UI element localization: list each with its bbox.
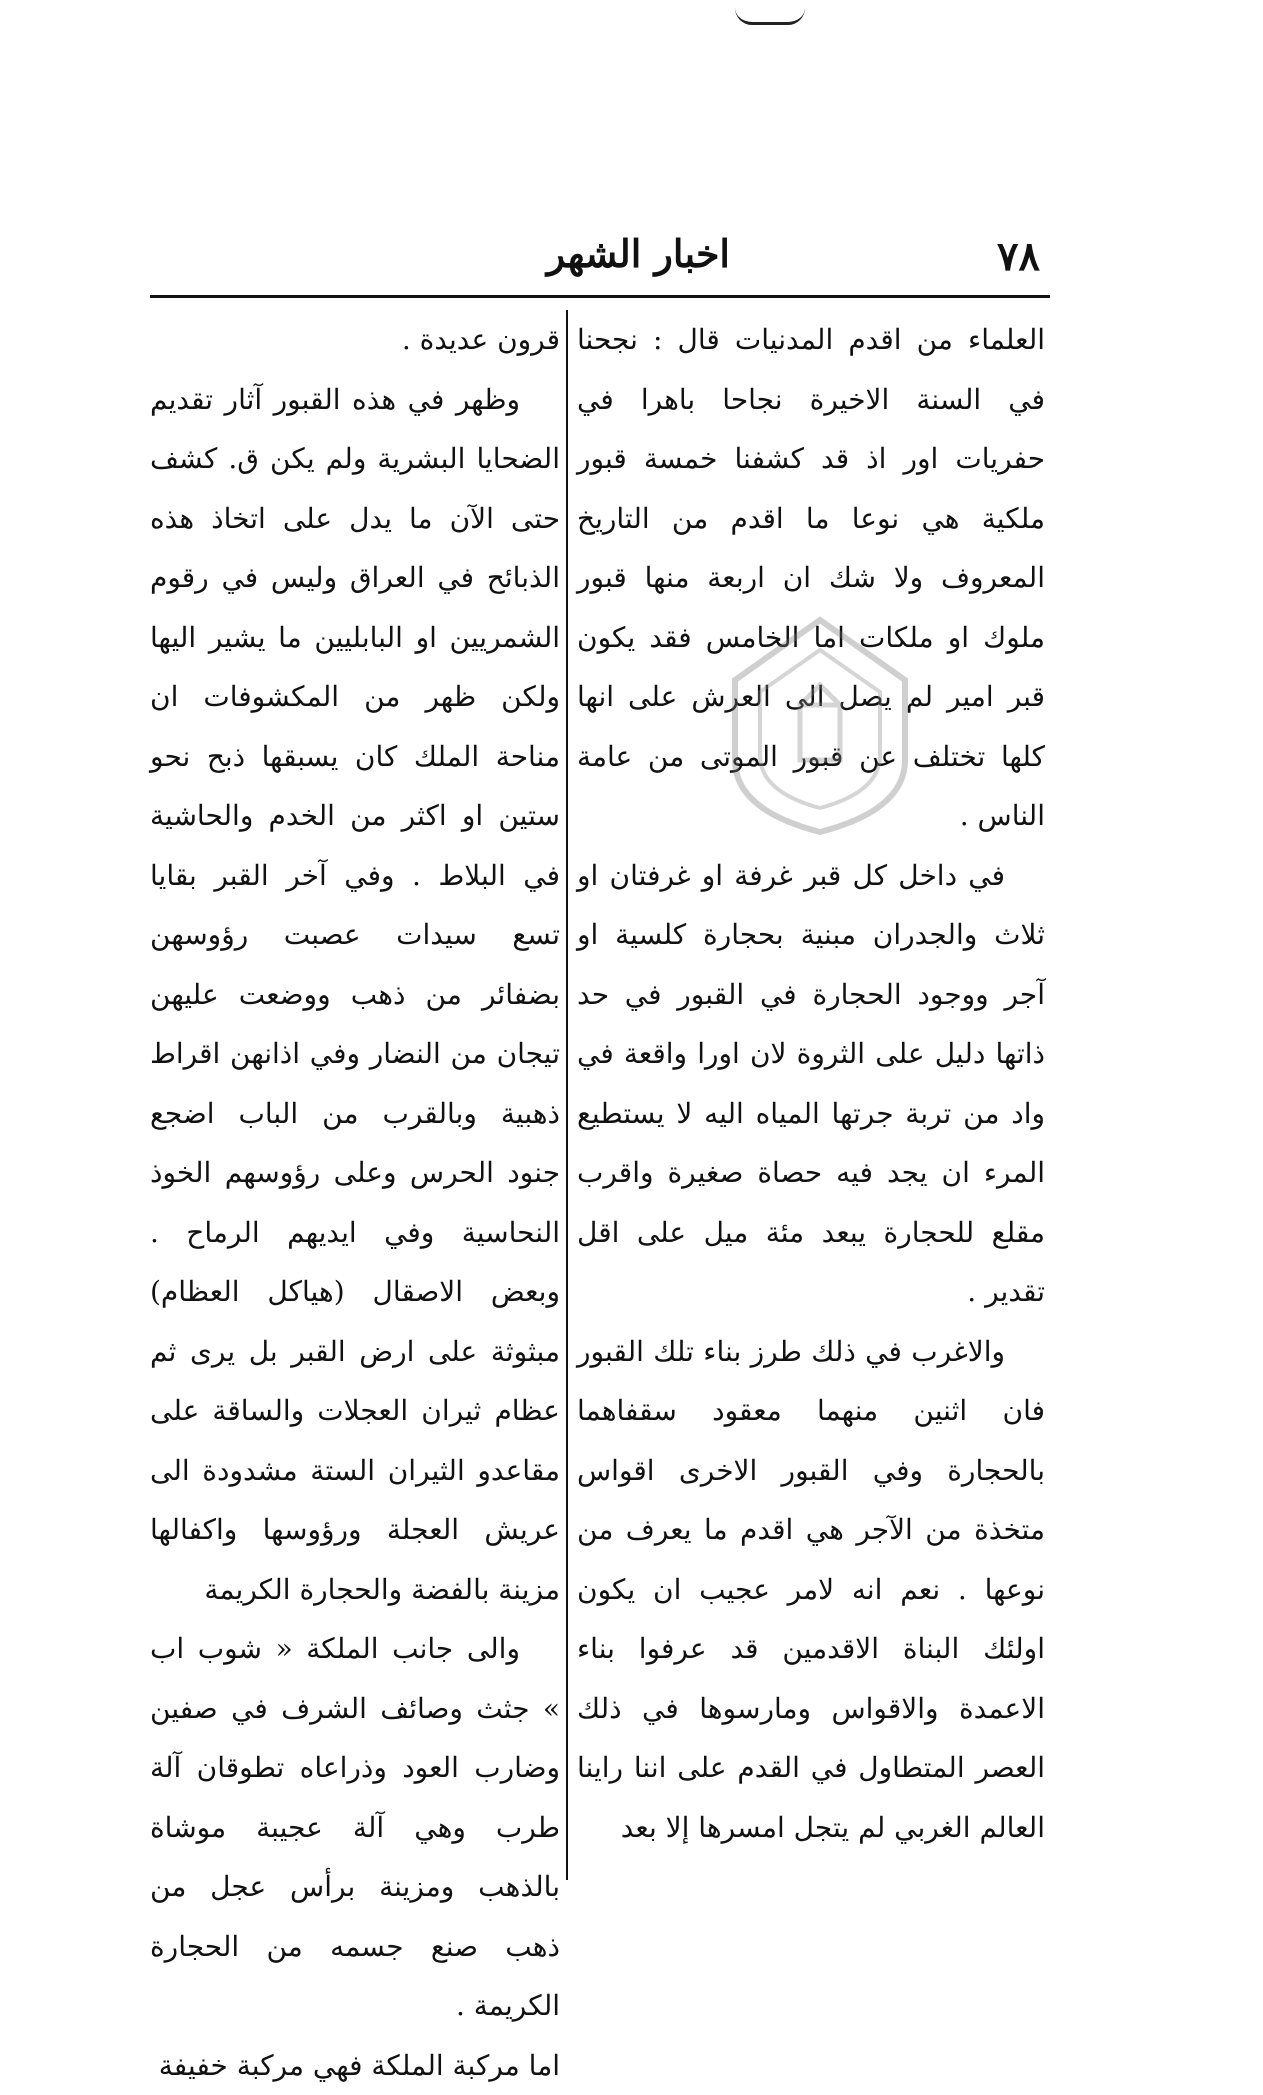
paragraph: العلماء من اقدم المدنيات قال : نجحنا في السنة الاخيرة نجاحا باهرا في حفريات اور اذ قد كشفنا خمسة قبور ملكية هي نوعا ما اقدم من التاريخ المعروف ولا شك ان اربعة منها قبور ملوك او ملكات اما الخامس فقد يكون قبر امير لم يصل الى العرش على انها كلها تختلف عن قبور الموتى من عامة الناس .: [577, 310, 1045, 846]
paragraph: والى جانب الملكة « شوب اب » جثث وصائف الشرف في صفين وضارب العود وذراعاه تطوقان آلة طرب وهي آلة عجيبة موشاة بالذهب ومزينة برأس عجل من ذهب صنع جسمه من الحجارة الكريمة .: [150, 1619, 560, 2036]
column-divider: [566, 310, 568, 1880]
paragraph: قرون عديدة .: [150, 310, 560, 370]
paragraph: والاغرب في ذلك طرز بناء تلك القبور فان اثنين منهما معقود سقفاهما بالحجارة وفي القبور الاخرى اقواس متخذة من الآجر هي اقدم ما يعرف من نوعها . نعم انه لامر عجيب ان يكون اولئك البناة الاقدمين قد عرفوا بناء الاعمدة والاقواس ومارسوها في ذلك العصر المتطاول في القدم على اننا راينا العالم الغربي لم يتجل امسرها إلا بعد: [577, 1322, 1045, 1858]
header-rule: [150, 295, 1050, 298]
running-title: اخبار الشهر: [547, 231, 730, 276]
paragraph: اما مركبة الملكة فهي مركبة خفيفة: [150, 2036, 560, 2095]
page-header: [160, 225, 1040, 285]
paragraph: وظهر في هذه القبور آثار تقديم الضحايا البشرية ولم يكن ق. كشف حتى الآن ما يدل على اتخاذ هذه الذبائح في العراق وليس في رقوم الشمريين او البابليين ما يشير اليها ولكن ظهر من المكشوفات ان مناحة الملك كان يسبقها ذبح نحو ستين او اكثر من الخدم والحاشية في البلاط . وفي آخر القبر بقايا تسع سيدات عصبت رؤوسهن بضفائر من ذهب ووضعت عليهن تيجان من النضار وفي اذانهن اقراط ذهبية وبالقرب من الباب اضجع جنود الحرس وعلى رؤوسهم الخوذ النحاسية وفي ايديهم الرماح . وبعض الاصقال (هياكل العظام) مبثوثة على ارض القبر بل يرى ثم عظام ثيران العجلات والساقة على مقاعدو الثيران الستة مشدودة الى عريش العجلة ورؤوسها واكفالها مزينة بالفضة والحجارة الكريمة: [150, 370, 560, 1620]
left-column: [150, 310, 560, 2095]
paragraph: في داخل كل قبر غرفة او غرفتان او ثلاث والجدران مبنية بحجارة كلسية او آجر ووجود الحجارة في القبور في حد ذاتها دليل على الثروة لان اورا واقعة في واد من تربة جرتها المياه اليه لا يستطيع المرء ان يجد فيه حصاة صغيرة واقرب مقلع للحجارة يبعد مئة ميل على اقل تقدير .: [577, 846, 1045, 1322]
right-column: [577, 310, 1045, 1857]
top-ink-mark: [735, 8, 805, 25]
page-number: ٧٨: [997, 233, 1040, 280]
library-watermark-icon: [720, 610, 920, 840]
